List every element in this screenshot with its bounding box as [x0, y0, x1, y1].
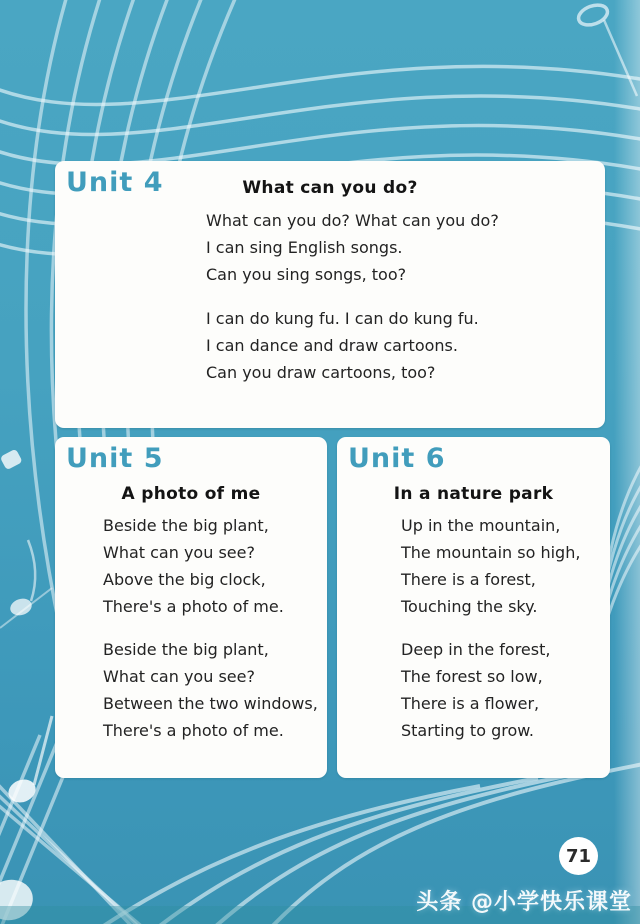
watermark-text: 头条 @小学快乐课堂	[416, 890, 632, 915]
verse-line: What can you do? What can you do?	[206, 211, 499, 230]
page-number-badge	[559, 837, 598, 875]
unit6-verses	[337, 512, 610, 744]
verse-line: I can do kung fu. I can do kung fu.	[206, 309, 479, 328]
unit4-heading: Unit 4	[66, 167, 164, 198]
verse-line: What can you see?	[103, 667, 255, 686]
verse-line: There is a flower,	[401, 694, 540, 713]
unit6-stanza-1	[401, 512, 610, 620]
verse-line: Can you draw cartoons, too?	[206, 363, 436, 382]
verse-line: Deep in the forest,	[401, 640, 551, 659]
unit5-heading: Unit 5	[66, 443, 164, 474]
unit4-title: What can you do?	[242, 178, 418, 198]
verse-line: The mountain so high,	[401, 543, 581, 562]
verse-line: I can dance and draw cartoons.	[206, 336, 458, 355]
unit5-title: A photo of me	[121, 484, 261, 504]
verse-line: What can you see?	[103, 543, 255, 562]
verse-line: Starting to grow.	[401, 721, 534, 740]
music-note-icon	[0, 540, 52, 628]
unit4-stanza-2	[206, 305, 499, 386]
unit4-verses	[206, 207, 499, 386]
verse-line: Up in the mountain,	[401, 516, 561, 535]
unit5-verses	[55, 512, 327, 744]
verse-line: I can sing English songs.	[206, 238, 403, 257]
verse-line: The forest so low,	[401, 667, 543, 686]
unit5-stanza-1	[103, 512, 327, 620]
unit5-card	[55, 437, 327, 778]
unit4-card	[55, 161, 605, 428]
verse-line: Between the two windows,	[103, 694, 318, 713]
verse-line: There's a photo of me.	[103, 721, 284, 740]
unit6-stanza-2	[401, 636, 610, 744]
unit5-stanza-2	[103, 636, 327, 744]
verse-line: There is a forest,	[401, 570, 536, 589]
verse-line: Can you sing songs, too?	[206, 265, 407, 284]
music-note-icon	[0, 449, 23, 471]
verse-line: Touching the sky.	[401, 597, 538, 616]
page-number: 71	[565, 845, 592, 867]
unit6-heading: Unit 6	[348, 443, 446, 474]
verse-line: Beside the big plant,	[103, 640, 269, 659]
verse-line: Above the big clock,	[103, 570, 266, 589]
verse-line: There's a photo of me.	[103, 597, 284, 616]
verse-line: Beside the big plant,	[103, 516, 269, 535]
page-edge-highlight	[614, 0, 640, 924]
unit6-title: In a nature park	[393, 484, 554, 504]
unit6-card	[337, 437, 610, 778]
unit4-stanza-1	[206, 207, 499, 288]
